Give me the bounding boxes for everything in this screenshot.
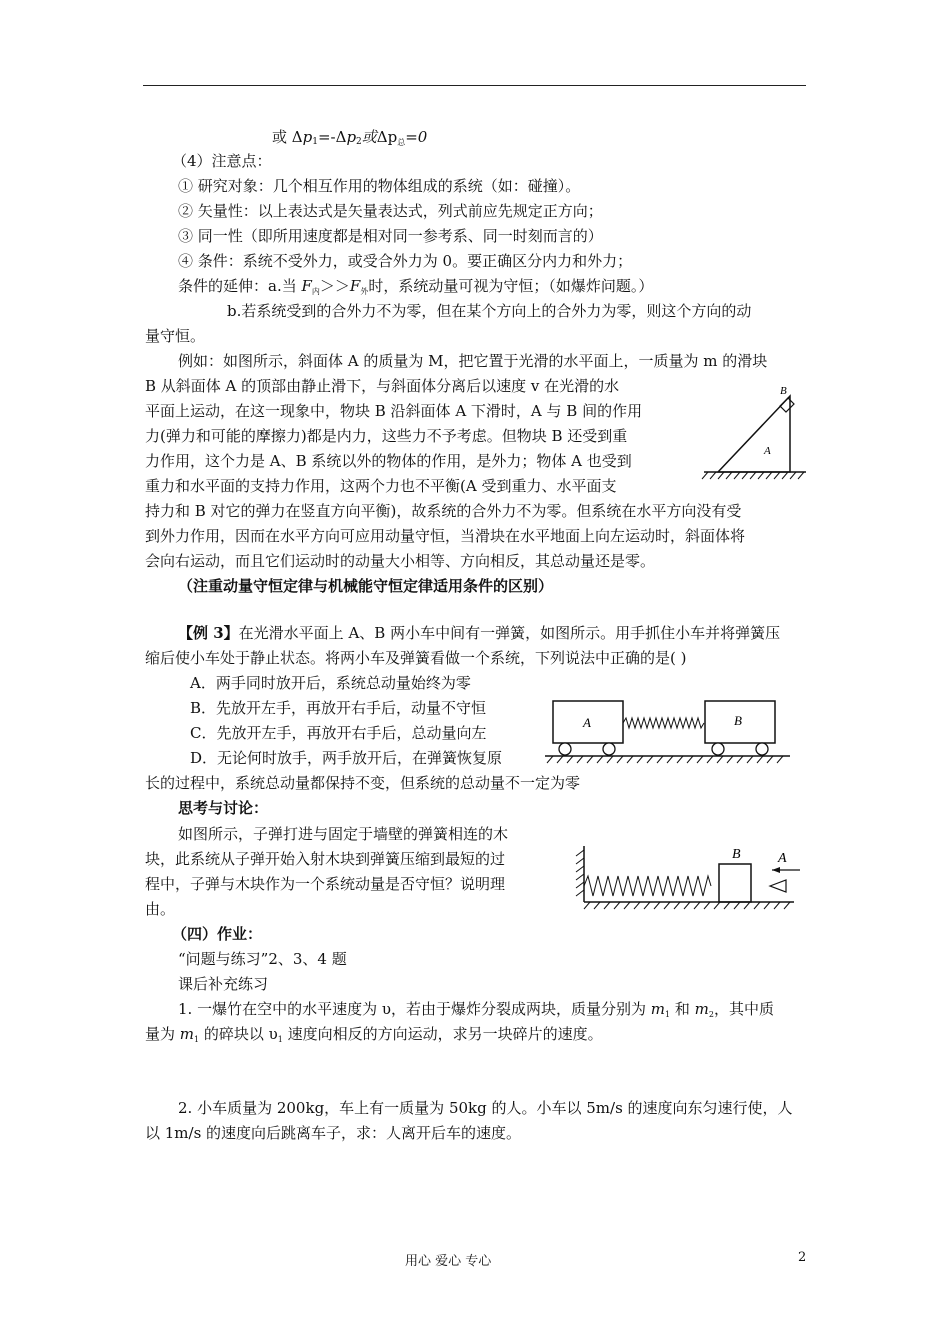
notes-title: （4）注意点： [172,152,272,170]
example-line-6: 重力和水平面的支持力作用，这两个力也不平衡(A 受到重力、水平面支 [145,477,617,495]
question-2-line-1: 2. 小车质量为 200kg，车上有一质量为 50kg 的人。小车以 5m/s 的速度向东匀速行使，人 [178,1099,793,1117]
page-number: 2 [798,1250,807,1265]
example-line-8: 到外力作用，因而在水平方向可应用动量守恒，当滑块在水平地面上向左运动时，斜面体将 [145,527,746,545]
cart-a-label: A [583,715,591,730]
bullet-block-figure [572,842,802,916]
question-2-line-2: 以 1m/s 的速度向后跳离车子，求：人离开后车的速度。 [145,1124,522,1142]
formula-line: 或 $\Delta p_1=-\Delta p_2$或$\Delta p_总=0$ [272,128,428,147]
incline-body-a [718,396,790,472]
footer-center: 用心 爱心 专心 [405,1254,492,1269]
carts-figure [545,695,795,767]
emphasis-note: （注重动量守恒定律与机械能守恒定律适用条件的区别） [178,577,554,595]
condition-extension-a: 条件的延伸：a.当 $F_内>>F_外$时，系统动量可视为守恒；（如爆炸问题。） [178,277,654,296]
example-line-3: 平面上运动，在这一现象中，物块 B 沿斜面体 A 下滑时，A 与 B 间的作用 [145,402,643,420]
bullet [770,880,786,892]
discussion-line-3: 程中，子弹与木块作为一个系统动量是否守恒？说明理 [145,875,506,893]
homework-title: （四）作业： [172,925,263,943]
spring [623,718,704,728]
block-label-b: B [732,847,741,862]
bullet-label-a: A [778,851,787,866]
note-item-4: ④ 条件：系统不受外力，或受合外力为 0。要正确区分内力和外力； [178,252,633,270]
cart-b-label: B [734,713,742,728]
discussion-line-1: 如图所示，子弹打进与固定于墙壁的弹簧相连的木 [178,825,509,843]
discussion-line-4: 由。 [145,900,176,918]
incline-figure [700,378,810,480]
note-item-1: ① 研究对象：几个相互作用的物体组成的系统（如：碰撞）。 [178,177,581,195]
homework-line-2: 课后补充练习 [178,975,269,993]
note-item-3: ③ 同一性（即所用速度都是相对同一参考系、同一时刻而言的） [178,227,603,245]
wall-spring [584,876,711,896]
note-item-2: ② 矢量性：以上表达式是矢量表达式，列式前应先规定正方向； [178,202,603,220]
example-3-line-1: 【例 3】在光滑水平面上 A、B 两小车中间有一弹簧，如图所示。用手抓住小车并将弹簧压 [178,624,781,642]
condition-extension-b: b.若系统受到的合外力不为零，但在某个方向上的合外力为零，则这个方向的动 [227,302,752,320]
example-line-4: 力(弹力和可能的摩擦力)都是内力，这些力不予考虑。但物块 B 还受到重 [145,427,628,445]
header-rule [143,85,806,86]
question-1-line-2: 量为 $m_1$ 的碎块以 $\upsilon_1$ 速度向相反的方向运动，求另一块碎片的速度。 [145,1025,603,1044]
homework-line-1: “问题与练习”2、3、4 题 [178,950,347,968]
discussion-line-2: 块，此系统从子弹开始入射木块到弹簧压缩到最短的过 [145,850,506,868]
example-3-line-2: 缩后使小车处于静止状态。将两小车及弹簧看做一个系统，下列说法中正确的是( ) [145,649,687,667]
example-line-7: 持力和 B 对它的弹力在竖直方向平衡)，故系统的合外力不为零。但系统在水平方向没有受 [145,502,742,520]
option-a: A．两手同时放开后，系统总动量始终为零 [190,674,471,692]
incline-label-b: B [780,385,787,397]
example-line-9: 会向右运动，而且它们运动时的动量大小相等、方向相反，其总动量还是零。 [145,552,656,570]
example-line-5: 力作用，这个力是 A、B 系统以外的物体的作用，是外力；物体 A 也受到 [145,452,632,470]
option-b: B．先放开左手，再放开右手后，动量不守恒 [190,699,487,717]
example-line-1: 例如：如图所示，斜面体 A 的质量为 M，把它置于光滑的水平面上，一质量为 m 的滑块 [178,352,768,370]
discussion-title: 思考与讨论： [178,799,269,817]
example-line-2: B 从斜面体 A 的顶部由静止滑下，与斜面体分离后以速度 v 在光滑的水 [145,377,620,395]
option-c: C．先放开左手，再放开右手后，总动量向左 [190,724,487,742]
option-d: D．无论何时放手，两手放开后，在弹簧恢复原 [190,749,503,767]
option-d-cont: 长的过程中，系统总动量都保持不变，但系统的总动量不一定为零 [145,774,581,792]
wooden-block [719,864,751,902]
incline-label-a: A [764,445,771,457]
condition-extension-b-cont: 量守恒。 [145,327,206,345]
question-1-line-1: 1. 一爆竹在空中的水平速度为 υ，若由于爆炸分裂成两块，质量分别为 $m_1$ 和 $m_2$，其中质 [178,1000,774,1019]
